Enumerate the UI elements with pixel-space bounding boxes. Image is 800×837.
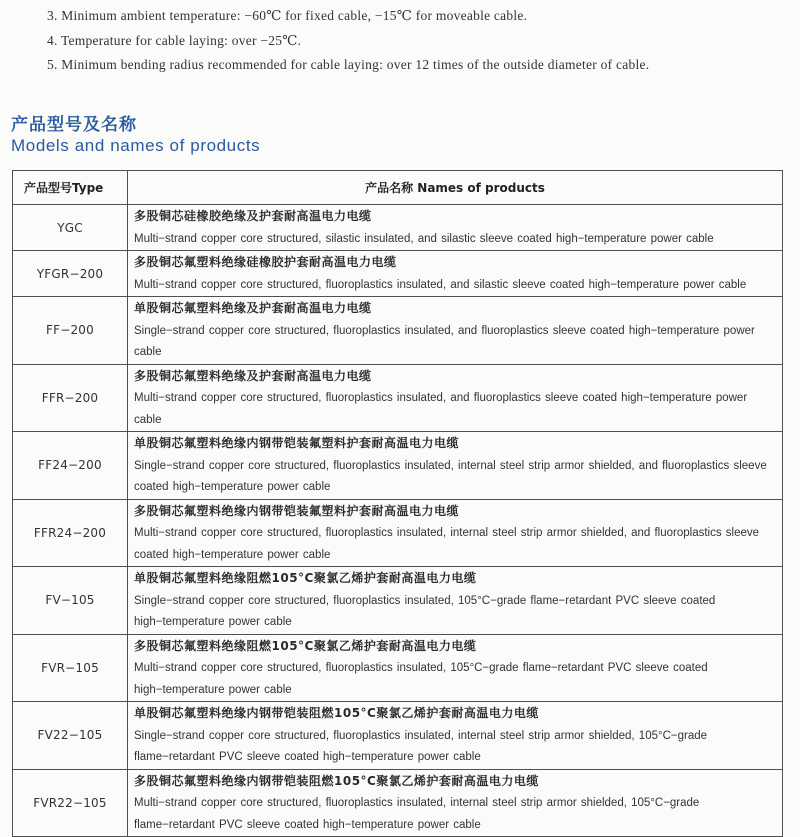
name-zh: 多股铜芯氟塑料绝缘内钢带铠装氟塑料护套耐高温电力电缆 (134, 503, 460, 518)
header-model: 产品型号Type (13, 171, 128, 205)
name-cell (128, 251, 783, 297)
name-zh: 单股铜芯氟塑料绝缘阻燃105°C聚氯乙烯护套耐高温电力电缆 (134, 571, 477, 585)
model-cell: FF−200 (13, 297, 128, 365)
section-title-chinese: 产品型号及名称 (11, 115, 137, 135)
model-cell: FFR24−200 (13, 499, 128, 567)
table-row (13, 702, 783, 770)
section-title-english: Models and names of products (11, 136, 261, 155)
name-zh: 多股铜芯氟塑料绝缘及护套耐高温电力电缆 (134, 368, 372, 383)
table-row (13, 567, 783, 635)
name-cell (128, 364, 783, 432)
table-row (13, 205, 783, 251)
model-cell: YGC (13, 205, 128, 251)
model-cell: YFGR−200 (13, 251, 128, 297)
name-en: Single−strand copper core structured, fluoroplastics insulated, internal steel strip armor shielded, 105°C−grade flame−retardant PVC sleeve coated high−temperature power cable (134, 729, 708, 763)
model-cell: FVR−105 (13, 634, 128, 702)
name-en: Multi−strand copper core structured, fluoroplastics insulated, 105°C−grade flame−retardant PVC sleeve coated high−temperature power cable (134, 662, 708, 696)
name-cell (128, 567, 783, 635)
name-zh: 多股铜芯氟塑料绝缘阻燃105°C聚氯乙烯护套耐高温电力电缆 (134, 638, 477, 653)
name-cell (128, 432, 783, 500)
name-zh: 多股铜芯氟塑料绝缘硅橡胶护套耐高温电力电缆 (134, 255, 397, 269)
name-zh: 多股铜芯氟塑料绝缘内钢带铠装阻燃105°C聚氯乙烯护套耐高温电力电缆 (134, 773, 539, 788)
table-header-row (13, 171, 783, 205)
table-row (13, 432, 783, 500)
name-cell (128, 702, 783, 770)
name-en: Single−strand copper core structured, fluoroplastics insulated, and fluoroplastics sleeve coated high−temperature power cable (134, 324, 755, 358)
note-4: 4. Temperature for cable laying: over −25℃. (47, 32, 302, 48)
name-en: Single−strand copper core structured, fluoroplastics insulated, 105°C−grade flame−retardant PVC sleeve coated high−temperature power cable (134, 594, 716, 628)
name-cell (128, 769, 783, 837)
table-row (13, 769, 783, 837)
table-row (13, 251, 783, 297)
name-cell (128, 205, 783, 251)
name-en: Single−strand copper core structured, fluoroplastics insulated, internal steel strip armor shielded, and fluoroplastics sleeve coated high−temperature power cable (134, 459, 767, 493)
model-cell: FV22−105 (13, 702, 128, 770)
name-zh: 单股铜芯氟塑料绝缘内钢带铠装氟塑料护套耐高温电力电缆 (134, 436, 460, 450)
name-zh: 多股铜芯硅橡胶绝缘及护套耐高温电力电缆 (134, 209, 372, 223)
name-zh: 单股铜芯氟塑料绝缘内钢带铠装阻燃105°C聚氯乙烯护套耐高温电力电缆 (134, 706, 539, 720)
header-name: 产品名称 Names of products (128, 171, 783, 205)
table-row (13, 634, 783, 702)
name-en: Multi−strand copper core structured, fluoroplastics insulated, internal steel strip armor shielded, and fluoroplastics sleeve coated high−temperature power cable (134, 527, 760, 561)
table-row (13, 499, 783, 567)
table-row (13, 297, 783, 365)
products-table (12, 170, 783, 837)
model-cell: FV−105 (13, 567, 128, 635)
name-cell (128, 634, 783, 702)
name-cell (128, 297, 783, 365)
name-en: Multi−strand copper core structured, silastic insulated, and silastic sleeve coated high−temperature power cable (134, 232, 714, 245)
name-en: Multi−strand copper core structured, fluoroplastics insulated, and silastic sleeve coated high−temperature power cable (134, 278, 747, 291)
table-row (13, 364, 783, 432)
note-5: 5. Minimum bending radius recommended for cable laying: over 12 times of the outside diameter of cable. (47, 57, 650, 72)
model-cell: FVR22−105 (13, 769, 128, 837)
model-cell: FFR−200 (13, 364, 128, 432)
name-en: Multi−strand copper core structured, fluoroplastics insulated, and fluoroplastics sleeve coated high−temperature power cable (134, 392, 748, 426)
note-3: 3. Minimum ambient temperature: −60℃ for fixed cable, −15℃ for moveable cable. (47, 8, 528, 23)
name-en: Multi−strand copper core structured, fluoroplastics insulated, internal steel strip armor shielded, 105°C−grade flame−retardant PVC sleeve coated high−temperature power cable (134, 797, 700, 831)
specification-notes (47, 4, 787, 78)
name-cell (128, 499, 783, 567)
model-cell: FF24−200 (13, 432, 128, 500)
name-zh: 单股铜芯氟塑料绝缘及护套耐高温电力电缆 (134, 301, 372, 315)
